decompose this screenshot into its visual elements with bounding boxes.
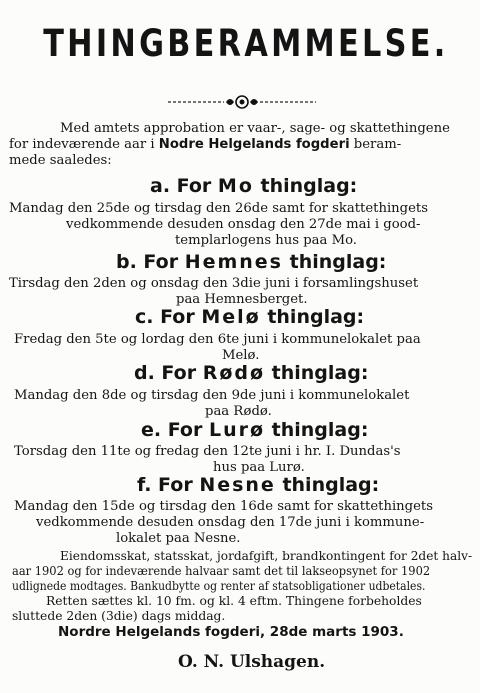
- rodo-line-2: paa Rødø.: [205, 404, 272, 419]
- nesne-line-2: vedkommende desuden onsdag den 17de juni i kommune-: [36, 515, 425, 530]
- intro-line-1: Med amtets approbation er vaar-, sage- og skattethingene: [60, 121, 450, 136]
- intro-line-2-end: beram-: [349, 137, 402, 152]
- mo-line-2: vedkommende desuden onsdag den 27de mai i good-: [66, 217, 421, 232]
- heading-hemnes: b. For Hemnes thinglag:: [116, 251, 387, 273]
- nesne-line-3: lokalet paa Nesne.: [116, 531, 241, 546]
- hemnes-line-1: Tirsdag den 2den og onsdag den 3die juni i forsamlingshuset: [9, 276, 419, 291]
- notice-line-2: aar 1902 og for indeværende halvaar samt det til lakseopsynet for 1902: [12, 564, 431, 578]
- notice-line-1: Eiendomsskat, statsskat, jordafgift, brandkontingent for 2det halv-: [60, 549, 473, 563]
- signature: O. N. Ulshagen.: [178, 652, 326, 672]
- mo-line-1: Mandag den 25de og tirsdag den 26de samt for skattethingets: [9, 201, 428, 216]
- heading-rodo: d. For Rødø thinglag:: [134, 362, 369, 384]
- melo-line-1: Fredag den 5te og lordag den 6te juni i kommunelokalet paa: [14, 332, 421, 347]
- page-title: THINGBERAMMELSE.: [43, 22, 449, 65]
- district-name: Nodre Helgelands fogderi: [158, 137, 350, 152]
- intro-line-2-text: for indeværende aar i: [9, 137, 159, 152]
- heading-melo: c. For Melø thinglag:: [135, 306, 365, 328]
- hemnes-line-2: paa Hemnesberget.: [176, 292, 308, 307]
- heading-nesne: f. For Nesne thinglag:: [137, 474, 380, 496]
- notice-line-4: Retten sættes kl. 10 fm. og kl. 4 eftm. Thingene forbeholdes: [46, 594, 422, 608]
- intro-line-3: mede saaledes:: [9, 153, 112, 168]
- melo-line-2: Melø.: [222, 348, 260, 363]
- notice-line-3: udlignede modtages. Bankudbytte og renter af statsobligationer udbetales.: [12, 579, 426, 593]
- heading-luro: e. For Lurø thinglag:: [141, 419, 369, 441]
- date-line: Nordre Helgelands fogderi, 28de marts 1903.: [58, 624, 404, 640]
- ornament-divider: [168, 92, 316, 112]
- rodo-line-1: Mandag den 8de og tirsdag den 9de juni i kommunelokalet: [14, 388, 410, 403]
- notice-line-5: sluttede 2den (3die) dags middag.: [12, 609, 226, 623]
- luro-line-1: Torsdag den 11te og fredag den 12te juni i hr. I. Dundas's: [14, 444, 401, 459]
- nesne-line-1: Mandag den 15de og tirsdag den 16de samt for skattethingets: [14, 499, 433, 514]
- luro-line-2: hus paa Lurø.: [213, 460, 305, 475]
- heading-mo: a. For Mo thinglag:: [150, 175, 358, 197]
- mo-line-3: templarlogens hus paa Mo.: [175, 233, 357, 248]
- intro-line-2: [9, 137, 401, 153]
